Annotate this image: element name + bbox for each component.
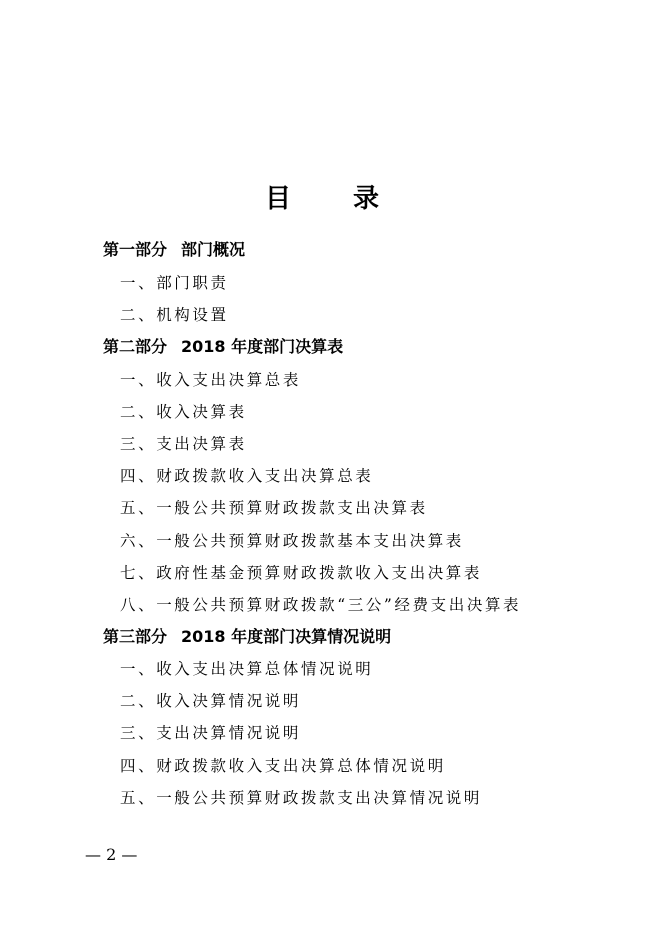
toc-item: 四、财政拨款收入支出决算总体情况说明 [120, 757, 446, 775]
toc-part-heading: 2018 年度部门决算情况说明 [181, 627, 392, 646]
toc-part-1 [103, 239, 245, 261]
toc-item: 六、一般公共预算财政拨款基本支出决算表 [120, 532, 464, 550]
toc-part-heading: 部门概况 [181, 240, 246, 259]
page-title: 目 录 [264, 184, 397, 214]
toc-item: 二、收入决算表 [120, 403, 247, 421]
toc-item: 一、部门职责 [120, 274, 229, 292]
toc-item: 七、政府性基金预算财政拨款收入支出决算表 [120, 564, 483, 582]
toc-part-2 [103, 336, 343, 358]
toc-item: 五、一般公共预算财政拨款支出决算表 [120, 499, 428, 517]
toc-part-heading: 2018 年度部门决算表 [181, 337, 344, 356]
toc-item: 三、支出决算情况说明 [120, 724, 302, 742]
toc-item: 八、一般公共预算财政拨款“三公”经费支出决算表 [120, 596, 522, 614]
toc-part-label: 第二部分 [103, 337, 168, 356]
toc-item: 二、收入决算情况说明 [120, 692, 302, 710]
toc-part-label: 第一部分 [103, 240, 168, 259]
toc-item: 二、机构设置 [120, 306, 229, 324]
toc-item: 一、收入支出决算总表 [120, 371, 302, 389]
toc-part-3 [103, 626, 391, 648]
toc-item: 五、一般公共预算财政拨款支出决算情况说明 [120, 789, 483, 807]
page-number: — 2 — [85, 845, 138, 864]
toc-item: 三、支出决算表 [120, 435, 247, 453]
toc-item: 一、收入支出决算总体情况说明 [120, 660, 374, 678]
toc-part-label: 第三部分 [103, 627, 168, 646]
toc-item: 四、财政拨款收入支出决算总表 [120, 467, 374, 485]
